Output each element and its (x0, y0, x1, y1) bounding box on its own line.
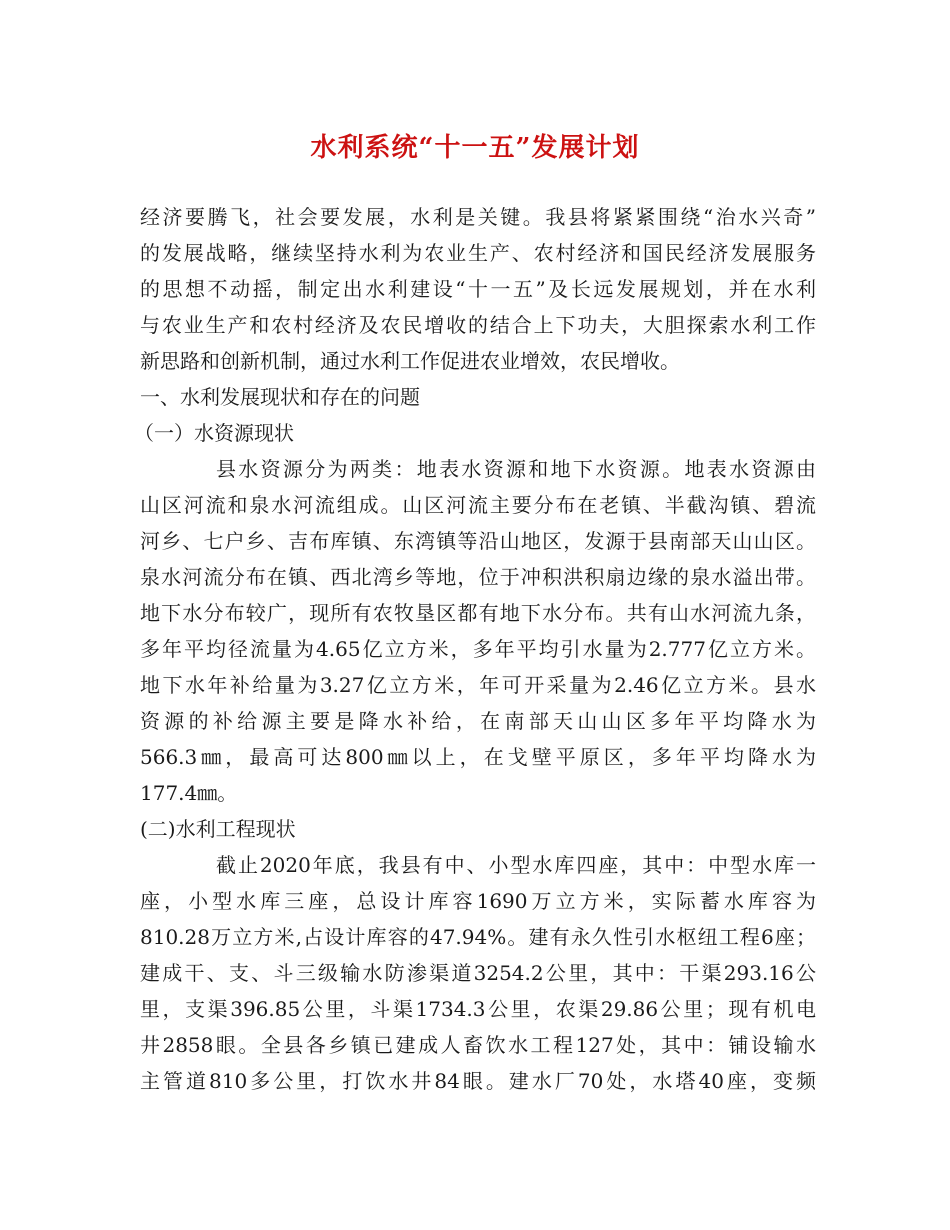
text-line: 井2858眼。全县各乡镇已建成人畜饮水工程127处，其中：铺设输水 (140, 1033, 816, 1057)
subsection-heading: (二)水利工程现状 (140, 817, 296, 841)
text-line: 的发展战略，继续坚持水利为农业生产、农村经济和国民经济发展服务 (140, 241, 816, 265)
text-line: 566.3㎜，最高可达800㎜以上，在戈壁平原区，多年平均降水为 (140, 745, 816, 769)
text-line: 泉水河流分布在镇、西北湾乡等地，位于冲积洪积扇边缘的泉水溢出带。 (140, 565, 816, 589)
text-line: 座，小型水库三座，总设计库容1690万立方米，实际蓄水库容为 (140, 889, 816, 913)
intro-paragraph (140, 199, 816, 379)
document-title: 水利系统“十一五”发展计划 (310, 133, 640, 163)
water-resources-paragraph (140, 451, 816, 811)
text-line: 河乡、七户乡、吉布库镇、东湾镇等沿山地区，发源于县南部天山山区。 (140, 529, 816, 553)
text-line: 与农业生产和农村经济及农民增收的结合上下功夫，大胆探索水利工作 (140, 313, 816, 337)
text-line: 里，支渠396.85公里，斗渠1734.3公里，农渠29.86公里；现有机电 (140, 997, 816, 1021)
text-line: 截止2020年底，我县有中、小型水库四座，其中：中型水库一 (216, 853, 816, 877)
text-line: 资源的补给源主要是降水补给，在南部天山山区多年平均降水为 (140, 709, 816, 733)
subsection-heading: （一）水资源现状 (134, 421, 294, 445)
text-line: 810.28万立方米,占设计库容的47.94%。建有永久性引水枢纽工程6座； (140, 925, 816, 949)
section-heading: 一、水利发展现状和存在的问题 (140, 385, 420, 409)
document-body (134, 199, 816, 1099)
text-line: 177.4㎜。 (140, 781, 238, 805)
text-line: 地下水分布较广，现所有农牧垦区都有地下水分布。共有山水河流九条， (140, 601, 816, 625)
text-line: 地下水年补给量为3.27亿立方米，年可开采量为2.46亿立方米。县水 (140, 673, 816, 697)
text-line: 山区河流和泉水河流组成。山区河流主要分布在老镇、半截沟镇、碧流 (140, 493, 816, 517)
text-line: 建成干、支、斗三级输水防渗渠道3254.2公里，其中：干渠293.16公 (140, 961, 816, 985)
text-line: 县水资源分为两类：地表水资源和地下水资源。地表水资源由 (216, 457, 816, 481)
text-line: 主管道810多公里，打饮水井84眼。建水厂70处，水塔40座，变频 (140, 1069, 816, 1093)
text-line: 新思路和创新机制，通过水利工作促进农业增效，农民增收。 (140, 349, 680, 373)
text-line: 多年平均径流量为4.65亿立方米，多年平均引水量为2.777亿立方米。 (140, 637, 816, 661)
water-works-paragraph (140, 847, 816, 1099)
text-line: 经济要腾飞，社会要发展，水利是关键。我县将紧紧围绕“治水兴奇” (140, 205, 816, 229)
text-line: 的思想不动摇，制定出水利建设“十一五”及长远发展规划，并在水利 (140, 277, 816, 301)
